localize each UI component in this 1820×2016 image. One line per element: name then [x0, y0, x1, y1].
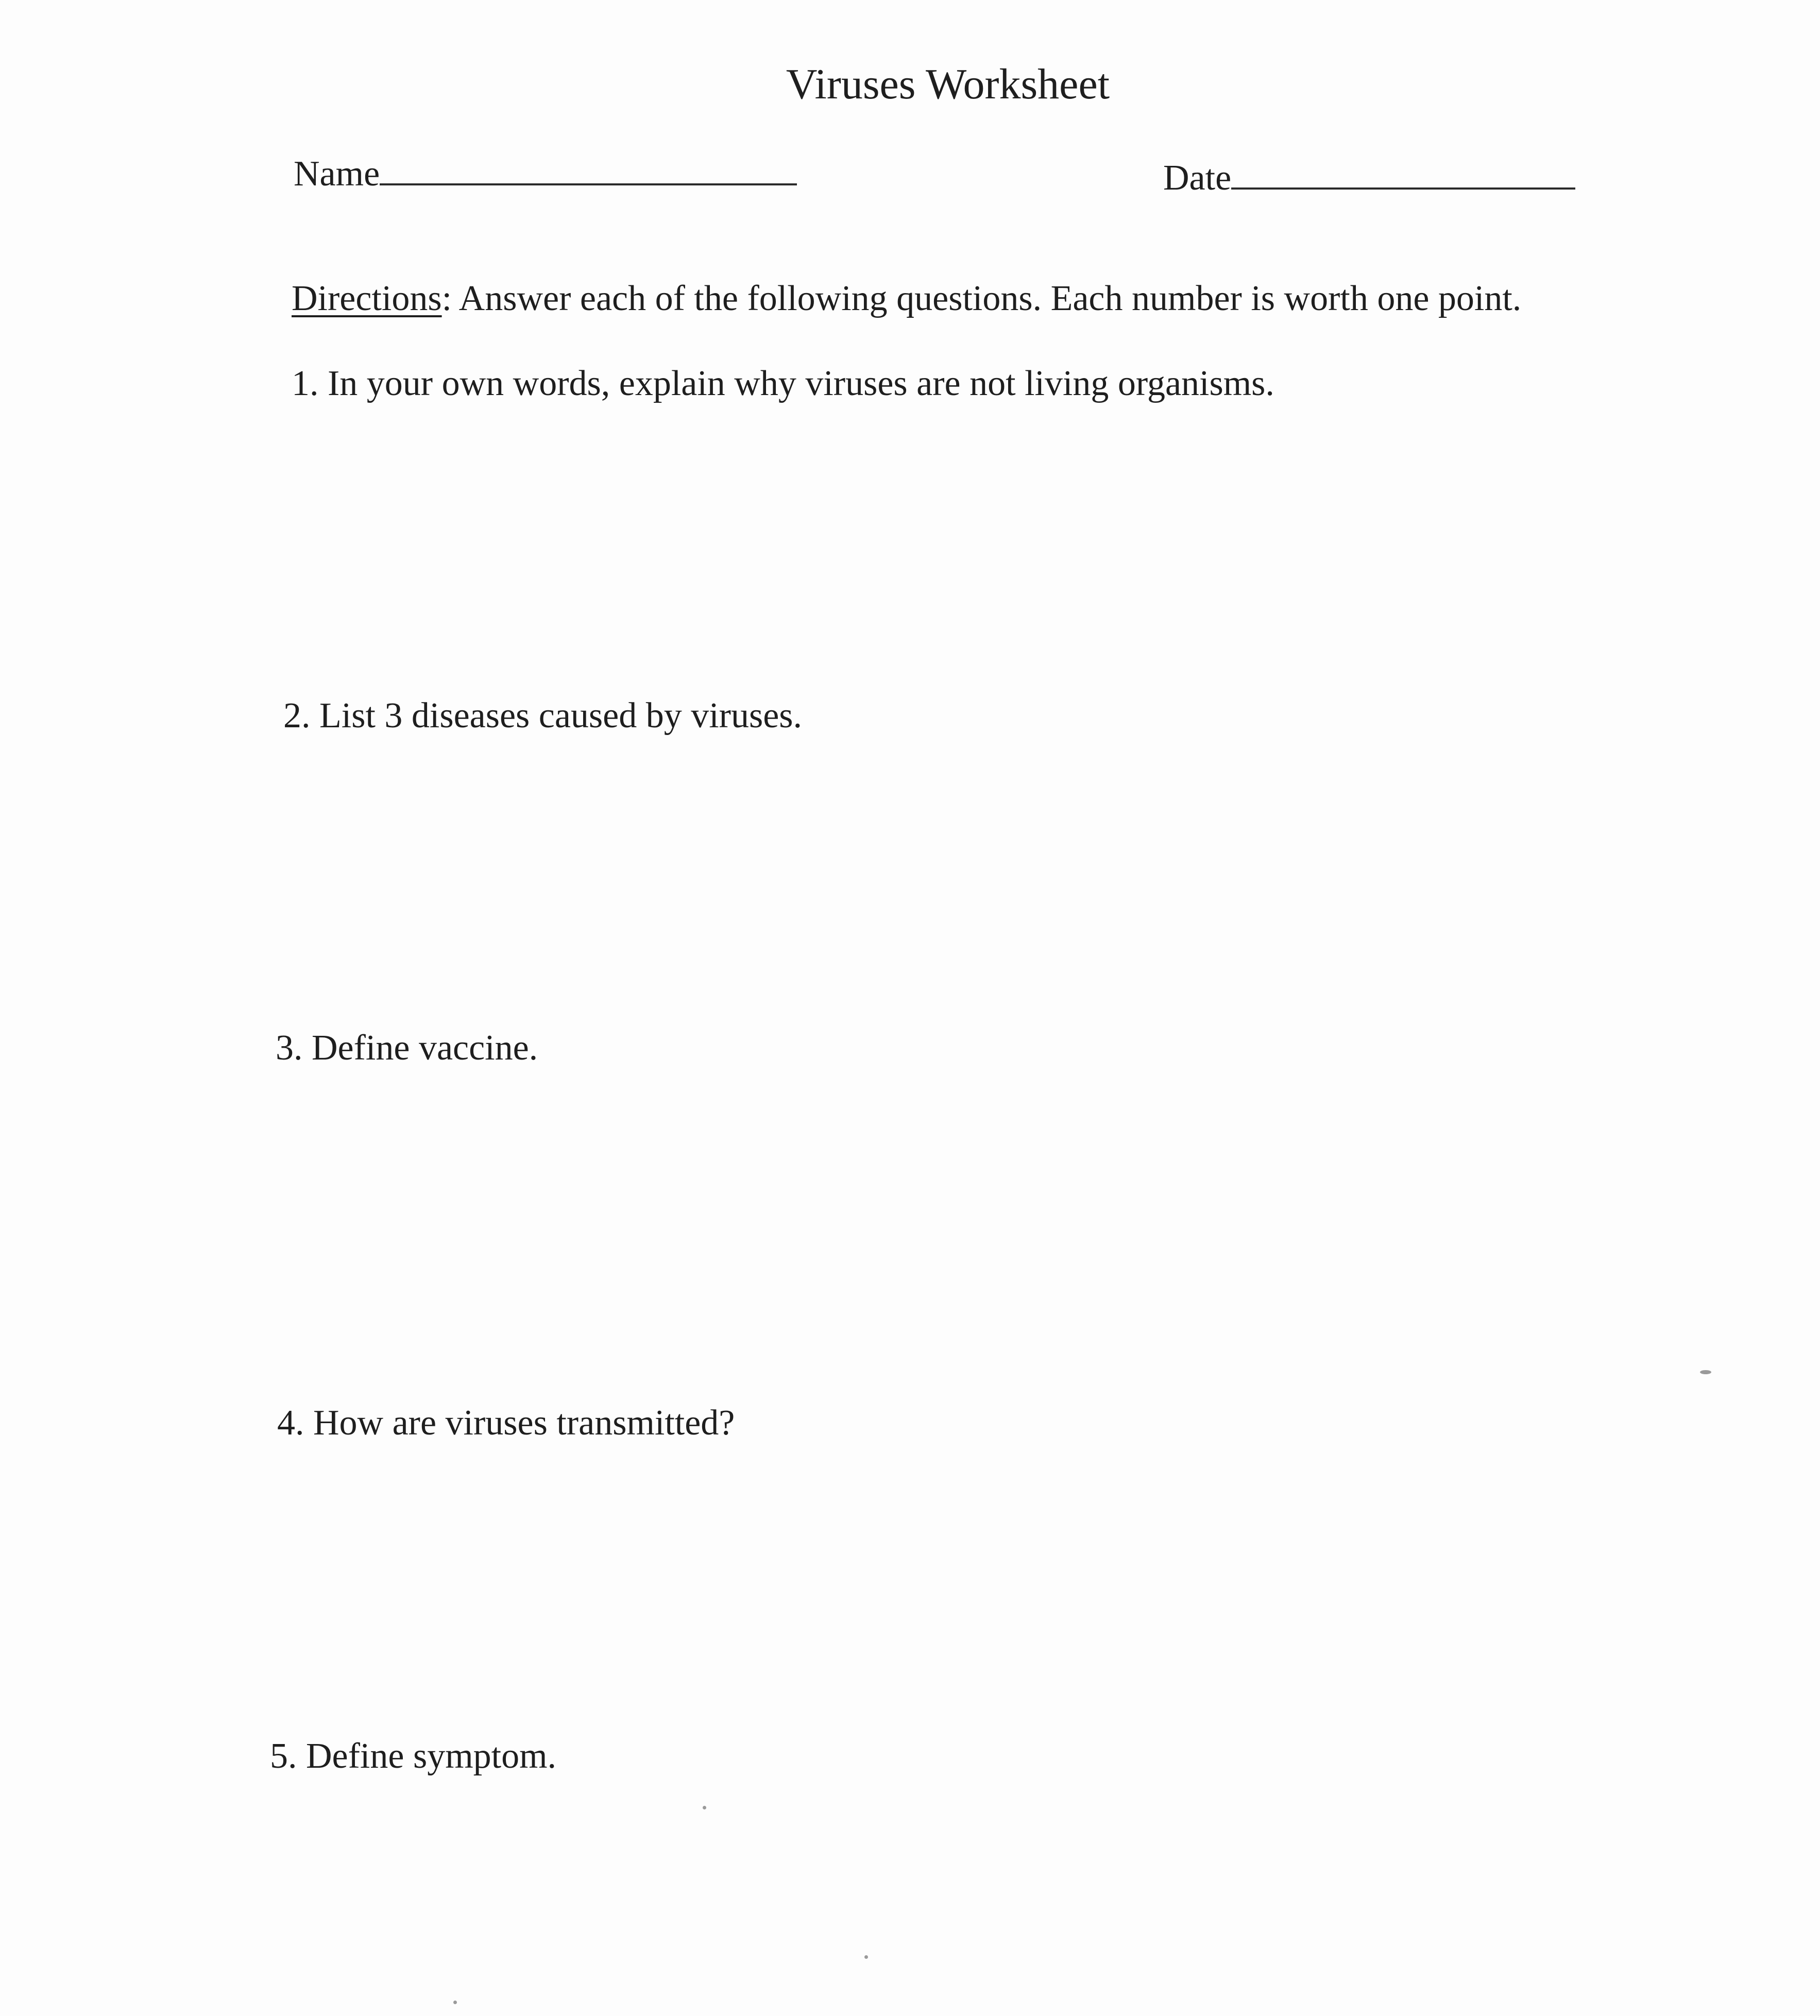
scan-speck	[703, 1806, 706, 1809]
name-blank-line[interactable]	[380, 183, 797, 185]
question-text: In your own words, explain why viruses are not living organisms.	[328, 364, 1274, 403]
question-number: 5.	[270, 1736, 297, 1776]
date-label: Date	[1163, 158, 1232, 198]
question-number: 1.	[292, 364, 319, 403]
name-label: Name	[294, 154, 380, 194]
question-text: Define symptom.	[306, 1736, 557, 1776]
scan-speck	[453, 2001, 457, 2004]
question-number: 4.	[277, 1403, 304, 1443]
scan-speck	[1700, 1370, 1711, 1374]
question-text: Define vaccine.	[312, 1028, 538, 1068]
question-4	[277, 1405, 735, 1441]
question-1	[292, 366, 1274, 402]
question-5	[270, 1738, 556, 1774]
name-field[interactable]	[294, 156, 797, 192]
directions-label: Directions	[292, 279, 442, 318]
date-field[interactable]	[1163, 160, 1575, 196]
directions	[292, 281, 1521, 317]
question-number: 3.	[276, 1028, 303, 1068]
scan-speck	[864, 1955, 868, 1959]
date-blank-line[interactable]	[1231, 187, 1575, 190]
question-2	[283, 698, 802, 734]
question-text: List 3 diseases caused by viruses.	[319, 696, 803, 736]
directions-text: : Answer each of the following questions. Each number is worth one point.	[441, 279, 1522, 318]
question-number: 2.	[283, 696, 311, 736]
question-3	[276, 1030, 538, 1066]
question-text: How are viruses transmitted?	[313, 1403, 735, 1443]
worksheet-title: Viruses Worksheet	[786, 60, 1110, 108]
